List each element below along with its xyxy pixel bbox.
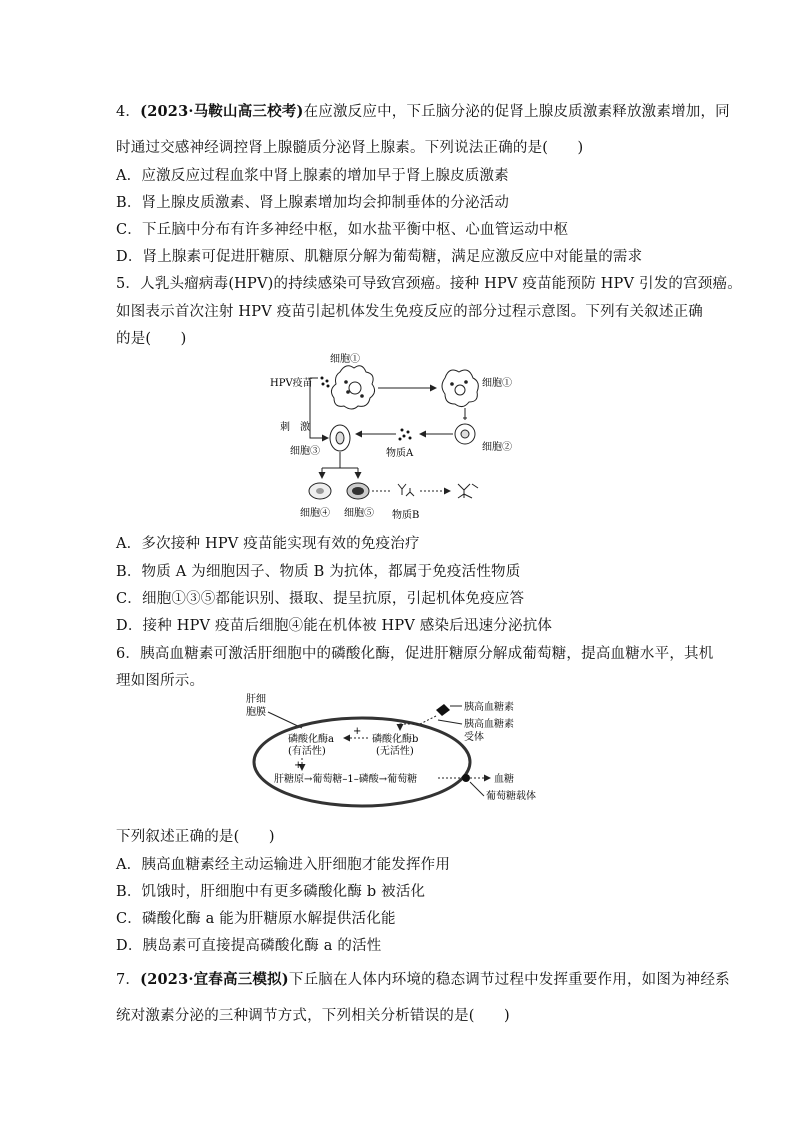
vaccine-particles-icon <box>321 377 330 388</box>
q5-immune-diagram <box>260 348 520 523</box>
q4-option-b: B．肾上腺皮质激素、肾上腺素增加均会抑制垂体的分泌活动 <box>116 195 510 211</box>
plus-sign-2: + <box>294 760 303 771</box>
plus-sign-1: + <box>353 726 362 737</box>
cell3-label: 细胞③ <box>290 446 320 457</box>
receptor-label-1: 胰高血糖素 <box>464 719 514 730</box>
glucagon-molecule-icon <box>436 704 450 716</box>
substance-a-dots-icon <box>399 429 412 441</box>
antigen-presenting-cell-icon <box>331 366 374 409</box>
liver-cell-membrane <box>254 718 470 806</box>
q6-option-a: A．胰高血糖素经主动运输进入肝细胞才能发挥作用 <box>116 857 451 873</box>
stimulate-arrow <box>310 388 328 438</box>
enzyme-a-label: 磷酸化酶a <box>288 734 334 745</box>
q6-option-c: C．磷酸化酶 a 能为肝糖原水解提供活化能 <box>116 911 396 927</box>
q6-glucagon-diagram <box>240 690 560 812</box>
enzyme-b-state: (无活性) <box>376 746 414 757</box>
q6-stem-line3: 下列叙述正确的是( ) <box>116 829 275 845</box>
q6-option-d: D．胰岛素可直接提高磷酸化酶 a 的活性 <box>116 938 382 954</box>
cell5-label: 细胞⑤ <box>344 508 374 519</box>
glucose-carrier-icon <box>462 774 470 782</box>
q4-source: (2023·马鞍山高三校考) <box>140 103 304 120</box>
q4-option-d: D．肾上腺素可促进肝糖原、肌糖原分解为葡萄糖，满足应激反应中对能量的需求 <box>116 249 643 265</box>
cell1-right-label: 细胞① <box>482 378 512 389</box>
receptor-label-2: 受体 <box>464 732 484 743</box>
cell1-top-label: 细胞① <box>330 354 360 365</box>
antibody-icon <box>398 484 414 496</box>
blood-glucose-label: 血糖 <box>494 774 514 785</box>
substance-a-label: 物质A <box>386 448 414 459</box>
glucose-carrier-label: 葡萄糖载体 <box>486 791 536 802</box>
q4-option-c: C．下丘脑中分布有许多神经中枢，如水盐平衡中枢、心血管运动中枢 <box>116 222 569 238</box>
q5-stem-line3: 的是( ) <box>116 331 187 347</box>
q4-stem1: 在应激反应中，下丘脑分泌的促肾上腺皮质激素释放激素增加，同 <box>303 104 730 120</box>
q5-option-d: D．接种 HPV 疫苗后细胞④能在机体被 HPV 感染后迅速分泌抗体 <box>116 618 553 634</box>
membrane-label-2: 胞膜 <box>246 707 266 718</box>
q5-stem-line1: 5．人乳头瘤病毒(HPV)的持续感染可导致宫颈癌。接种 HPV 疫苗能预防 HPV 引发的宫颈癌。 <box>116 276 742 292</box>
q4-stem-line2: 时通过交感神经调控肾上腺髓质分泌肾上腺素。下列说法正确的是( ) <box>116 140 584 156</box>
q7-stem1: 下丘脑在人体内环境的稳态调节过程中发挥重要作用，如图为神经系 <box>288 972 730 988</box>
q6-stem-line2: 理如图所示。 <box>116 673 205 689</box>
q5-option-c: C．细胞①③⑤都能识别、摄取、提呈抗原，引起机体免疫应答 <box>116 591 525 607</box>
cell4-label: 细胞④ <box>300 508 330 519</box>
hpv-vaccine-label: HPV疫苗 <box>270 378 313 389</box>
q4-option-a: A．应激反应过程血浆中肾上腺素的增加早于肾上腺皮质激素 <box>116 168 509 184</box>
q4-stem-line1 <box>116 100 730 121</box>
memory-cell-icon <box>309 483 331 499</box>
enzyme-b-label: 磷酸化酶b <box>372 734 419 745</box>
glycogen-pathway: 肝糖原→葡萄糖–1–磷酸→葡萄糖 <box>274 774 418 785</box>
q4-number: 4． <box>116 104 141 120</box>
q5-option-b: B．物质 A 为细胞因子、物质 B 为抗体，都属于免疫活性物质 <box>116 564 521 580</box>
q5-stem-line2: 如图表示首次注射 HPV 疫苗引起机体发生免疫反应的部分过程示意图。下列有关叙述正确 <box>116 304 703 320</box>
helper-t-cell-icon <box>455 424 475 444</box>
enzyme-a-state: (有活性) <box>288 746 326 757</box>
q5-option-a: A．多次接种 HPV 疫苗能实现有效的免疫治疗 <box>116 536 420 552</box>
cell2-label: 细胞② <box>482 442 512 453</box>
antigen-complex-icon <box>458 484 478 498</box>
b-cell-icon <box>330 425 350 451</box>
glucagon-label: 胰高血糖素 <box>464 702 514 713</box>
substance-b-label: 物质B <box>392 510 420 521</box>
antigen-presenting-cell-right-icon <box>442 370 478 407</box>
membrane-label-1: 肝细 <box>246 694 266 705</box>
plasma-cell-icon <box>347 483 369 499</box>
q7-source: (2023·宜春高三模拟) <box>140 971 289 988</box>
q6-option-b: B．饥饿时，肝细胞中有更多磷酸化酶 b 被活化 <box>116 884 426 900</box>
stimulate-label: 刺 激 <box>280 422 310 433</box>
q7-stem-line2: 统对激素分泌的三种调节方式，下列相关分析错误的是( ) <box>116 1008 510 1024</box>
q7-stem-line1 <box>116 968 730 989</box>
q6-stem-line1: 6．胰高血糖素可激活肝细胞中的磷酸化酶，促进肝糖原分解成葡萄糖，提高血糖水平，其机 <box>116 646 714 662</box>
q7-number: 7． <box>116 972 141 988</box>
